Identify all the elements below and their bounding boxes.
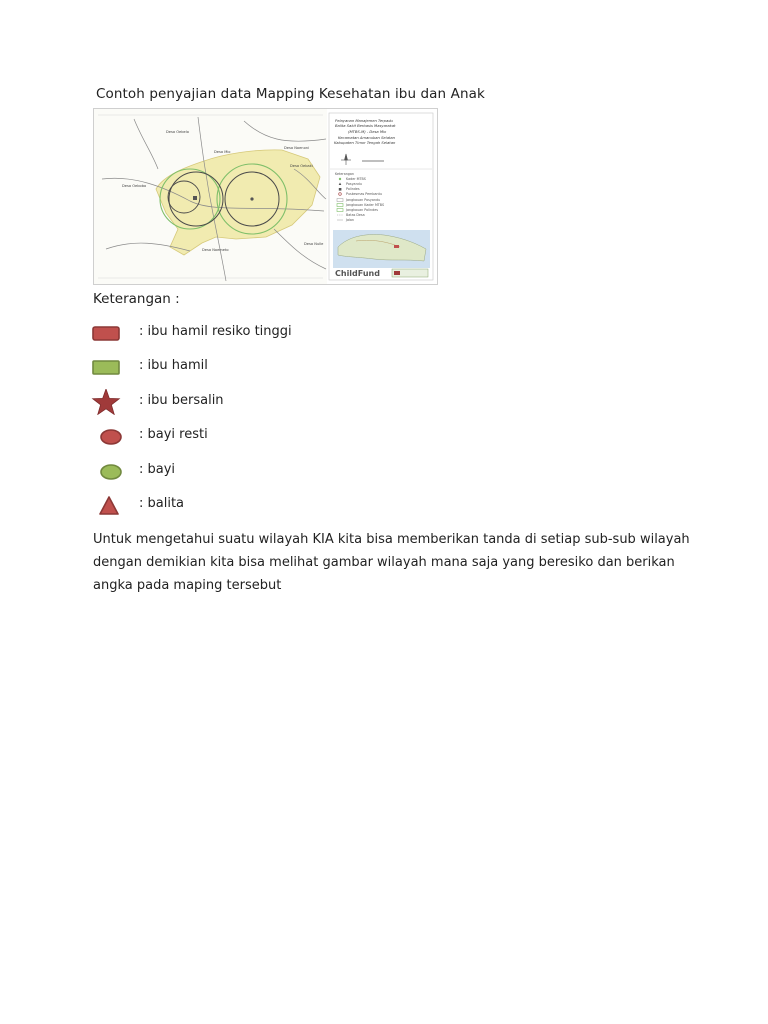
legend-label: : balita (139, 495, 185, 511)
red-oval-icon (90, 423, 126, 449)
map-legend-item: Jangkauan Posyandu (346, 198, 381, 202)
page-title: Contoh penyajian data Mapping Kesehatan ibu dan Anak (96, 86, 485, 102)
map-legend-item: Kader MTBS (346, 177, 366, 181)
legend-label: : ibu hamil (139, 358, 208, 374)
explanation-paragraph (93, 528, 690, 598)
red-triangle-icon (90, 492, 126, 518)
map-legend-item: Posyandu (346, 182, 362, 186)
legend-label: : bayi (139, 461, 176, 477)
green-rectangle-icon (90, 354, 126, 380)
place-label: Desa Oebobo (122, 184, 147, 188)
legend-item-delivering (90, 387, 390, 421)
map-legend-item: Polindes (346, 187, 360, 191)
paragraph-line: Untuk mengetahui suatu wilayah KIA kita bisa memberikan tanda di setiap sub-sub wilayah (93, 532, 690, 547)
symbol-legend (90, 318, 390, 524)
facility-marker (193, 196, 197, 200)
map-legend-item: Jangkauan Kader MTBS (346, 203, 385, 207)
legend-item-high-risk-pregnancy (90, 318, 390, 352)
legend-heading: Keterangan : (93, 291, 180, 307)
map-drawing (94, 109, 437, 284)
map-title-line: (MTBS-M) - Desa Mio (348, 130, 387, 134)
paragraph-line: dengan demikian kita bisa melihat gambar wilayah mana saja yang beresiko dan berikan (93, 555, 675, 571)
legend-item-pregnant (90, 352, 390, 386)
village-map-image (93, 108, 438, 285)
place-label: Desa Noemeto (202, 248, 229, 252)
facility-marker (250, 197, 253, 200)
legend-label: : ibu bersalin (139, 392, 224, 408)
map-title-line: Pelayanan Manajemen Terpadu (335, 119, 393, 123)
legend-item-infant (90, 456, 390, 490)
green-oval-icon (90, 458, 126, 484)
map-title-line: Kabupaten Timor Tengah Selatan (334, 141, 396, 145)
place-label: Desa Noenoni (284, 146, 310, 150)
map-title-line: Balita Sakit Berbasis Masyarakat (335, 124, 396, 128)
red-rectangle-icon (90, 320, 126, 346)
map-legend-heading: Keterangan (335, 172, 355, 176)
place-label: Desa Oebelo (166, 130, 189, 134)
legend-item-toddler (90, 490, 390, 524)
place-label: Desa Nulle (304, 242, 324, 246)
legend-label: : ibu hamil resiko tinggi (139, 324, 292, 339)
legend-label: : bayi resti (139, 427, 208, 443)
place-label: Desa Mio (214, 150, 231, 154)
paragraph-line: angka pada maping tersebut (93, 578, 282, 594)
legend-item-high-risk-infant (90, 421, 390, 455)
map-legend-item: Batas Desa (346, 213, 365, 217)
map-legend-item: Jangkauan Polindes (346, 208, 378, 212)
red-star-icon (90, 389, 126, 415)
inset-highlight (394, 245, 399, 248)
map-title-line: Kecamatan Amanuban Selatan (338, 136, 396, 140)
map-legend-item: Puskesmas Pembantu (346, 192, 382, 196)
place-label: Desa Oebaki (290, 164, 313, 168)
childfund-logo: ChildFund (335, 269, 380, 278)
map-legend-item: Jalan (346, 218, 355, 222)
